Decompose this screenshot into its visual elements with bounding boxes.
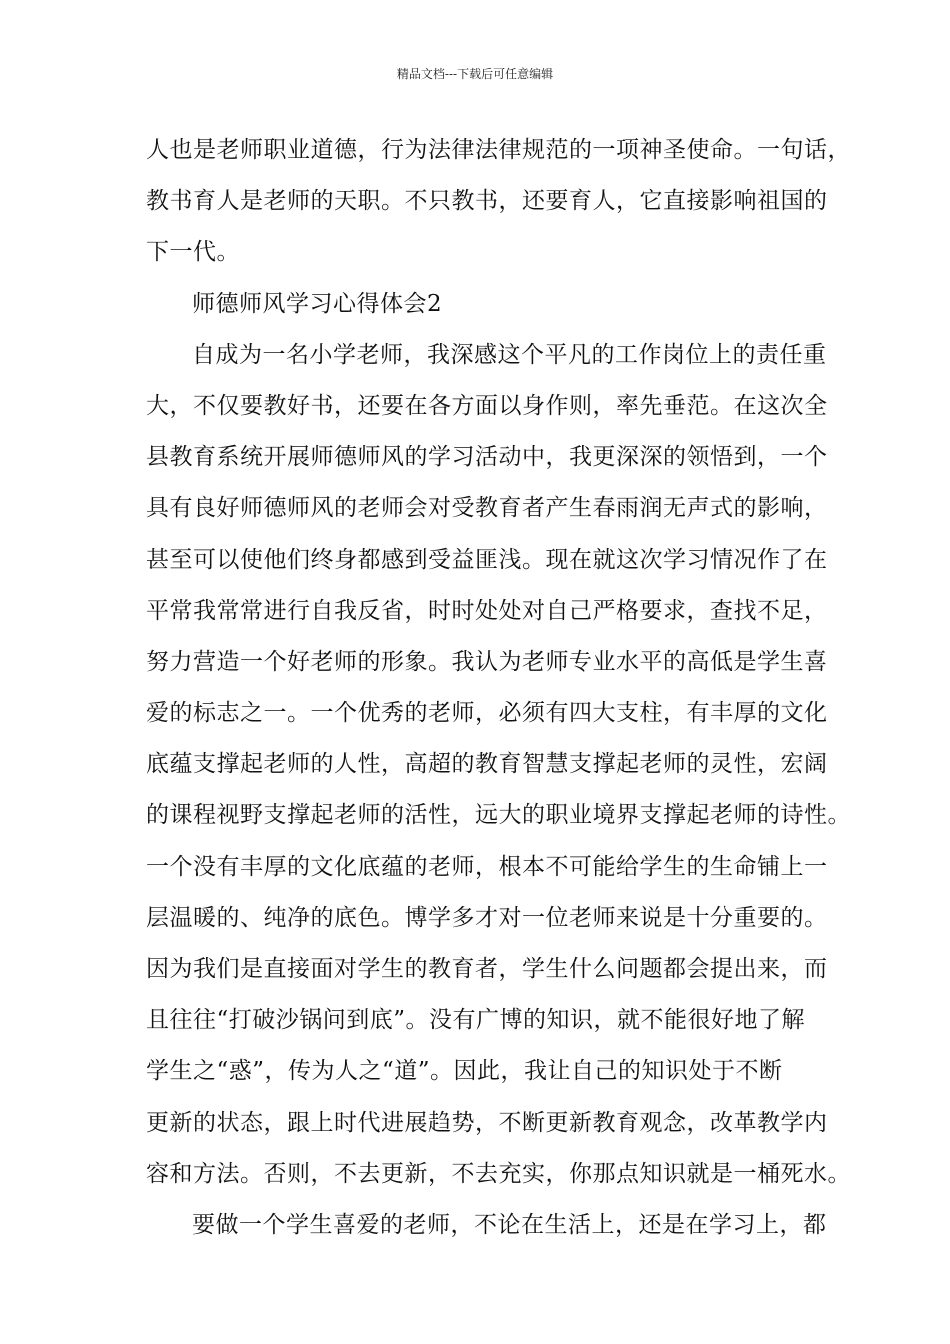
document-body bbox=[146, 125, 851, 1251]
text-line: 教书育人是老师的天职。不只教书，还要育人，它直接影响祖国的 bbox=[146, 188, 828, 215]
text-line: 层温暖的、纯净的底色。博学多才对一位老师来说是十分重要的。 bbox=[146, 904, 828, 931]
text-line: 一个没有丰厚的文化底蕴的老师，根本不可能给学生的生命铺上一 bbox=[146, 853, 828, 880]
text-line: 努力营造一个好老师的形象。我认为老师专业水平的高低是学生喜 bbox=[146, 648, 828, 675]
text-line: 人也是老师职业道德，行为法律法律规范的一项神圣使命。一句话， bbox=[146, 137, 851, 163]
text-line: 且往往“打破沙锅问到底”。没有广博的知识，就不能很好地了解 bbox=[146, 1007, 806, 1034]
text-line: 因为我们是直接面对学生的教育者，学生什么问题都会提出来，而 bbox=[146, 956, 828, 982]
text-line: 平常我常常进行自我反省，时时处处对自己严格要求，查找不足， bbox=[146, 597, 828, 624]
text-line: 要做一个学生喜爱的老师，不论在生活上，还是在学习上，都 bbox=[192, 1211, 827, 1238]
text-line: 甚至可以使他们终身都感到受益匪浅。现在就这次学习情况作了在 bbox=[146, 546, 828, 573]
text-line: 更新的状态，跟上时代进展趋势，不断更新教育观念，改革教学内 bbox=[146, 1109, 828, 1136]
text-line: 县教育系统开展师德师风的学习活动中，我更深深的领悟到，一个 bbox=[146, 444, 828, 471]
text-line: 爱的标志之一。一个优秀的老师，必须有四大支柱，有丰厚的文化 bbox=[146, 700, 828, 727]
text-line: 底蕴支撑起老师的人性，高超的教育智慧支撑起老师的灵性，宏阔 bbox=[146, 751, 828, 778]
section-heading: 师德师风学习心得体会2 bbox=[192, 290, 443, 317]
text-line: 具有良好师德师风的老师会对受教育者产生春雨润无声式的影响， bbox=[146, 495, 828, 522]
text-line: 自成为一名小学老师，我深感这个平凡的工作岗位上的责任重 bbox=[192, 341, 827, 368]
text-line: 大，不仅要教好书，还要在各方面以身作则，率先垂范。在这次全 bbox=[146, 392, 828, 419]
text-line: 容和方法。否则，不去更新，不去充实，你那点知识就是一桶死水。 bbox=[146, 1160, 851, 1187]
text-line: 下一代。 bbox=[146, 239, 240, 266]
text-line: 的课程视野支撑起老师的活性，远大的职业境界支撑起老师的诗性。 bbox=[146, 802, 851, 829]
page-header: 精品文档---下载后可任意编辑 bbox=[396, 67, 554, 81]
text-line: 学生之“惑”，传为人之“道”。因此，我让自己的知识处于不断 bbox=[146, 1058, 783, 1085]
